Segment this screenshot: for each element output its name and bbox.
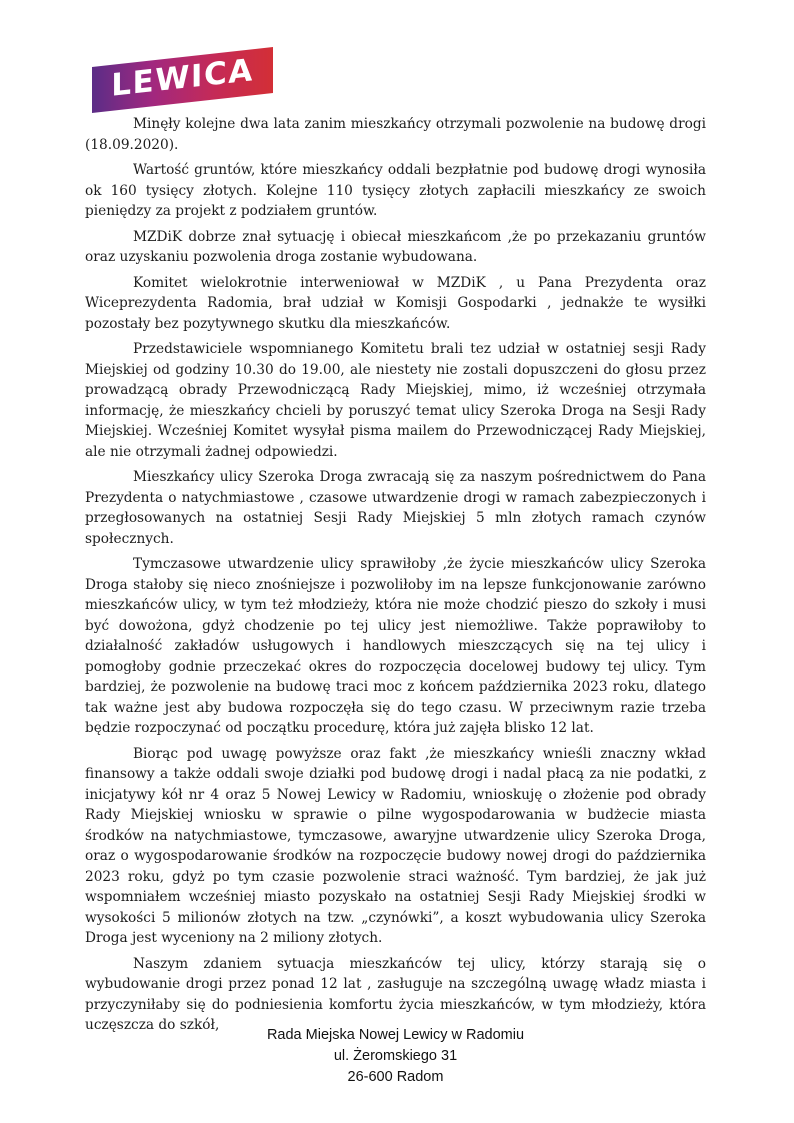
paragraph: MZDiK dobrze znał sytuację i obiecał mieszkańcom ,że po przekazaniu gruntów oraz uzyskaniu pozwolenia droga zostanie wybudowana. [85,228,706,265]
lewica-logo [92,47,273,113]
paragraph: Minęły kolejne dwa lata zanim mieszkańcy otrzymali pozwolenie na budowę drogi (18.09.2020). [85,116,706,153]
lewica-logo-text: LEWICA [111,52,254,104]
paragraph: Wartość gruntów, które mieszkańcy oddali bezpłatnie pod budowę drogi wynosiła ok 160 tysięcy złotych. Kolejne 110 tysięcy złotych zapłacili mieszkańcy ze swoich pieniędzy za projekt z podziałem gruntów. [85,162,706,219]
paragraph: Mieszkańcy ulicy Szeroka Droga zwracają się za naszym pośrednictwem do Pana Prezydenta o natychmiastowe , czasowe utwardzenie drogi w ramach zabezpieczonych i przegłosowanych na ostatniej Sesji Rady Miejskiej 5 mln złotych ramach czynów społecznych. [85,469,706,547]
document-body [85,114,706,1041]
paragraph: Tymczasowe utwardzenie ulicy sprawiłoby ,że życie mieszkańców ulicy Szeroka Droga stałoby się nieco znośniejsze i pozwoliłoby im na lepsze funkcjonowanie zarówno mieszkańców ulicy, w tym też młodzieży, która nie może chodzić pieszo do szkoły i musi być dowożona, gdyż chodzenie po tej ulicy jest niemożliwe. Także poprawiłoby to działalność zakładów usługowych i handlowych mieszczących się na tej ulicy i pomogłoby godnie przeczekać okres do rozpoczęcia docelowej budowy tej ulicy. Tym bardziej, że pozwolenie na budowę traci moc z końcem października 2023 roku, dlatego tak ważne jest aby budowa rozpoczęła się do tego czasu. W przeciwnym razie trzeba będzie rozpoczynać od początku procedurę, która już zajęła blisko 12 lat. [85,556,706,736]
paragraph: Komitet wielokrotnie interweniował w MZDiK , u Pana Prezydenta oraz Wiceprezydenta Radomia, brał udział w Komisji Gospodarki , jednakże te wysiłki pozostały bez pozytywnego skutku dla mieszkańców. [85,274,706,332]
footer-line-street: ul. Żeromskiego 31 [333,1048,458,1064]
paragraph: Biorąc pod uwagę powyższe oraz fakt ,że mieszkańcy wnieśli znaczny wkład finansowy a także oddali swoje działki pod budowę drogi i nadal płacą za nie podatki, z inicjatywy kół nr 4 oraz 5 Nowej Lewicy w Radomiu, wnioskuję o złożenie pod obrady Rady Miejskiej wniosku w sprawie o pilne wygospodarowania w budżecie miasta środków na natychmiastowe, tymczasowe, awaryjne utwardzenie ulicy Szeroka Droga, oraz o wygospodarowanie środków na rozpoczęcie budowy nowej drogi do października 2023 roku, gdyż po tym czasie pozwolenie straci ważność. Tym bardziej, że jak już wspomniałem wcześniej miasto pozyskało na ostatniej Sesji Rady Miejskiej środki w wysokości 5 milionów złotych na tzw. „czynówki”, a koszt wybudowania ulicy Szeroka Droga jest wyceniony na 2 miliony złotych. [85,745,706,946]
footer-line-organization: Rada Miejska Nowej Lewicy w Radomiu [266,1027,525,1043]
paragraph: Naszym zdaniem sytuacja mieszkańców tej ulicy, którzy starają się o wybudowanie drogi przez ponad 12 lat , zasługuje na szczególną uwagę władz miasta i przyczyniłaby się do podniesienia komfortu życia mieszkańców, w tym młodzieży, która uczęszcza do szkół, [85,955,706,1033]
footer-line-city: 26-600 Radom [347,1069,444,1085]
document-footer [85,1025,706,1088]
paragraph: Przedstawiciele wspomnianego Komitetu brali tez udział w ostatniej sesji Rady Miejskiej od godziny 10.30 do 19.00, ale niestety nie zostali dopuszczeni do głosu przez prowadzącą obrady Przewodniczącą Rady Miejskiej, mimo, iż wcześniej otrzymała informację, że mieszkańcy chcieli by poruszyć temat ulicy Szeroka Droga na Sesji Rady Miejskiej. Wcześniej Komitet wysyłał pisma mailem do Przewodniczącej Rady Miejskiej, ale nie otrzymali żadnej odpowiedzi. [85,341,706,460]
